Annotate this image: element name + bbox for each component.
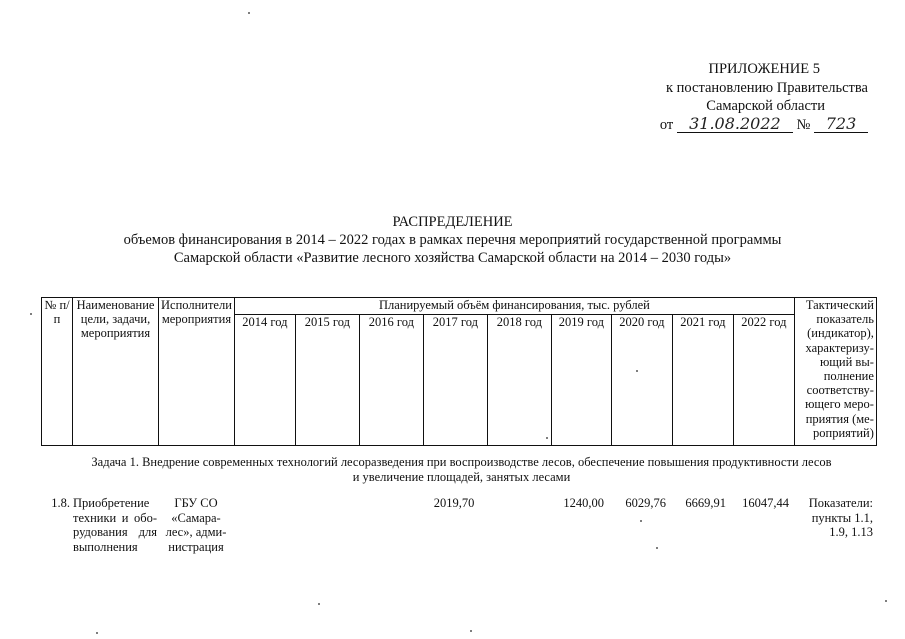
row-value-2017: 2019,70 xyxy=(433,496,475,510)
header-year: 2016 год xyxy=(359,315,423,446)
header-year: 2014 год xyxy=(234,315,295,446)
scan-speck xyxy=(640,520,642,522)
header-year: 2015 год xyxy=(295,315,359,446)
scan-speck xyxy=(318,603,320,605)
task-line2: и увеличение площадей, занятых лесами xyxy=(352,469,571,484)
row-number: 1.8. xyxy=(51,496,70,510)
scan-speck xyxy=(248,12,250,14)
scan-speck xyxy=(636,370,638,372)
appendix-title: ПРИЛОЖЕНИЕ 5 xyxy=(708,61,820,77)
appendix-line1: к постановлению Правительства xyxy=(666,79,868,96)
header-year: 2022 год xyxy=(733,315,794,446)
header-indicator: Тактический показатель (индикатор), характеризу-ющий вы-полнение соответству-ющего меро-приятия (ме-роприятий) xyxy=(794,298,876,446)
row-executor: ГБУ СО «Самара-лес», адми-нистрация xyxy=(165,496,227,554)
appendix-date-line xyxy=(659,113,868,135)
row-indicator: Показатели: пункты 1.1, 1.9, 1.13 xyxy=(808,496,873,539)
scan-speck xyxy=(656,547,658,549)
heading-line1: объемов финансирования в 2014 – 2022 годах в рамках перечня мероприятий государственной программы xyxy=(123,232,782,248)
scan-speck xyxy=(96,632,98,634)
scan-speck xyxy=(546,437,548,439)
row-value-2022: 16047,44 xyxy=(742,496,789,510)
from-prefix: от xyxy=(659,116,674,133)
row-value-2020: 6029,76 xyxy=(625,496,666,510)
scan-speck xyxy=(885,600,887,602)
funding-table xyxy=(41,297,877,446)
heading-title: РАСПРЕДЕЛЕНИЕ xyxy=(392,214,513,230)
handwritten-number: 723 xyxy=(814,116,868,133)
row-value-2019: 1240,00 xyxy=(563,496,604,510)
row-name: Приобретение техники и обо-рудования для выполнения xyxy=(73,496,157,554)
header-year: 2021 год xyxy=(672,315,733,446)
appendix-block xyxy=(660,60,868,134)
scan-speck xyxy=(470,630,472,632)
scan-speck xyxy=(30,313,32,315)
header-executor: Исполнители мероприятия xyxy=(159,298,235,446)
header-name: Наименование цели, задачи, мероприятия xyxy=(73,298,159,446)
header-year: 2017 год xyxy=(423,315,487,446)
document-heading xyxy=(0,213,905,267)
header-funding: Планируемый объём финансирования, тыс. рублей xyxy=(234,298,794,315)
appendix-line2: Самарской области xyxy=(706,98,825,114)
header-num: № п/п xyxy=(42,298,73,446)
number-label: № xyxy=(796,116,811,133)
handwritten-date: 31.08.2022 xyxy=(677,116,793,133)
header-year: 2018 год xyxy=(487,315,551,446)
row-value-2021: 6669,91 xyxy=(685,496,726,510)
heading-line2: Самарской области «Развитие лесного хозяйства Самарской области на 2014 – 2030 годы» xyxy=(173,250,732,266)
header-year: 2020 год xyxy=(611,315,672,446)
header-year: 2019 год xyxy=(551,315,611,446)
task-line1: Задача 1. Внедрение современных технологий лесоразведения при воспроизводстве лесов, обеспечение повышения продуктивности лесов xyxy=(91,455,832,469)
task-heading xyxy=(0,455,905,484)
table-header-row-1 xyxy=(42,298,877,315)
